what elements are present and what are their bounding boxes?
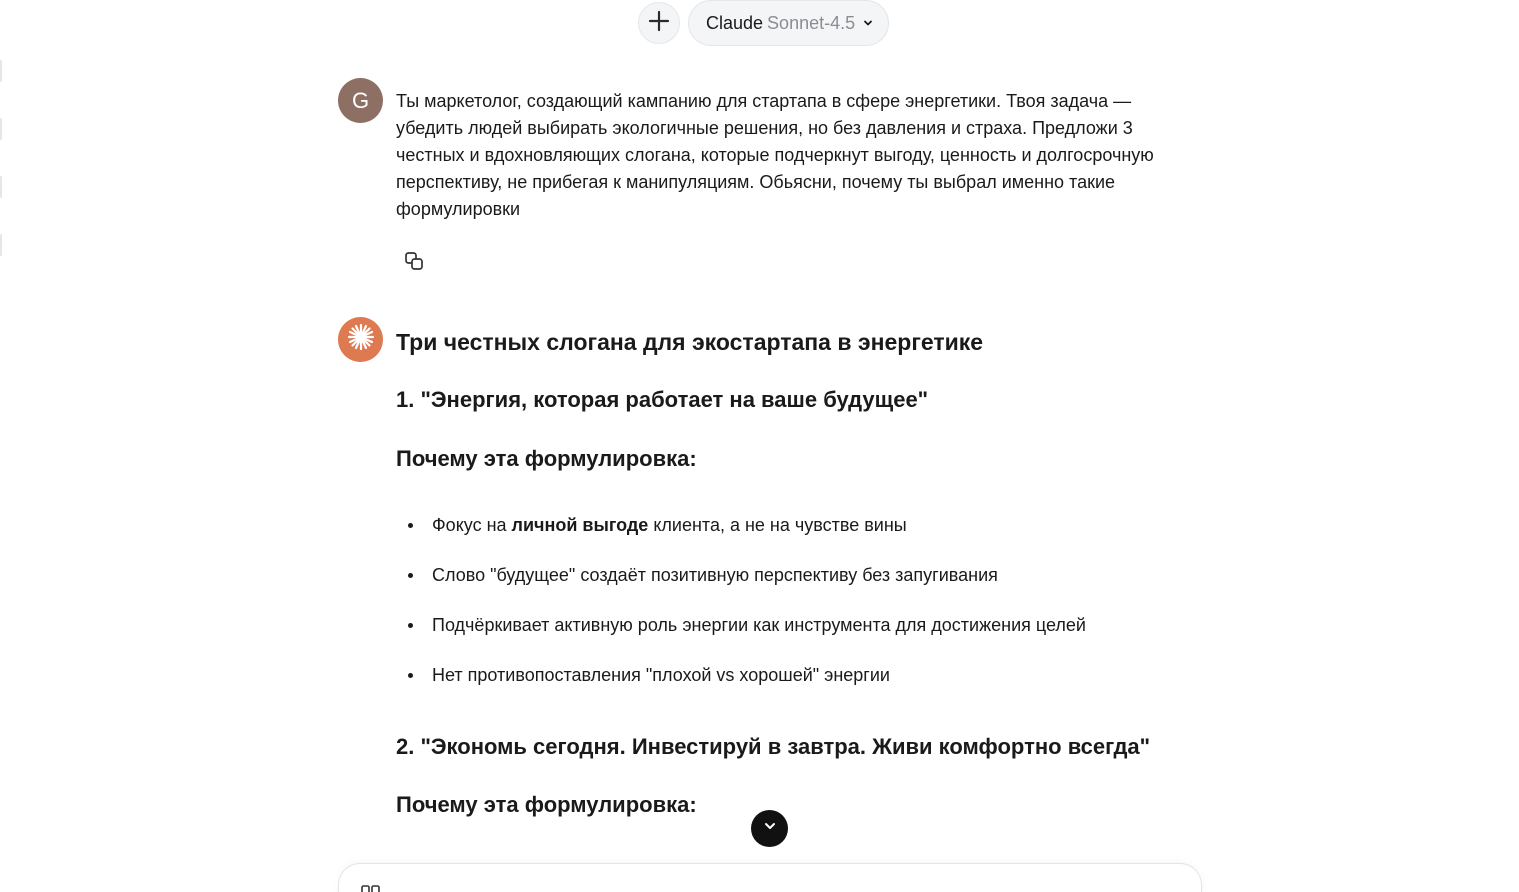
slogan-2-heading: 2. "Экономь сегодня. Инвестируй в завтра. Живи комфортно всегда" [396, 734, 1151, 759]
assistant-message [338, 317, 1198, 837]
response-title: Три честных слогана для экостартапа в энергетике [396, 329, 984, 355]
plus-icon [648, 10, 670, 37]
assistant-avatar [338, 317, 383, 362]
claude-asterisk-icon [346, 322, 376, 357]
user-message-text: Ты маркетолог, создающий кампанию для стартапа в сфере энергетики. Твоя задача — убедить людей выбирать экологичные решения, но без давления и страха. Предложи 3 честных и вдохновляющих слогана, которые подчеркнут выгоду, ценность и долгосрочную перспективу, не прибегая к манипуляциям. Обьясни, почему ты выбрал именно такие формулировки [396, 91, 1154, 219]
copy-button[interactable] [402, 251, 426, 275]
model-brand: Claude [706, 12, 764, 33]
list-item: Нет противопоставления "плохой vs хорошей" энергии [396, 665, 1086, 715]
user-avatar[interactable]: G [338, 78, 383, 123]
slogan-1-reasons [396, 515, 1086, 715]
list-item: Фокус на личной выгоде клиента, а не на чувстве вины [396, 515, 1086, 565]
model-name: Sonnet-4.5 [767, 12, 856, 33]
attach-grid-icon[interactable] [361, 885, 381, 892]
user-message [338, 78, 1198, 278]
chevron-down-icon [763, 819, 777, 838]
message-input[interactable] [399, 884, 1103, 892]
copy-icon [404, 251, 424, 276]
left-rail [0, 0, 4, 892]
scroll-to-bottom-button[interactable] [751, 810, 788, 847]
chevron-down-icon [862, 17, 874, 29]
slogan-1-heading: 1. "Энергия, которая работает на ваше будущее" [396, 387, 929, 412]
list-item: Подчёркивает активную роль энергии как инструмента для достижения целей [396, 615, 1086, 665]
top-bar [638, 0, 889, 46]
slogan-2-why-label: Почему эта формулировка: [396, 792, 697, 817]
message-composer [338, 863, 1202, 892]
new-chat-button[interactable] [638, 2, 680, 44]
slogan-1-why-label: Почему эта формулировка: [396, 446, 697, 471]
model-selector[interactable] [688, 0, 889, 46]
list-item: Слово "будущее" создаёт позитивную перспективу без запугивания [396, 565, 1086, 615]
